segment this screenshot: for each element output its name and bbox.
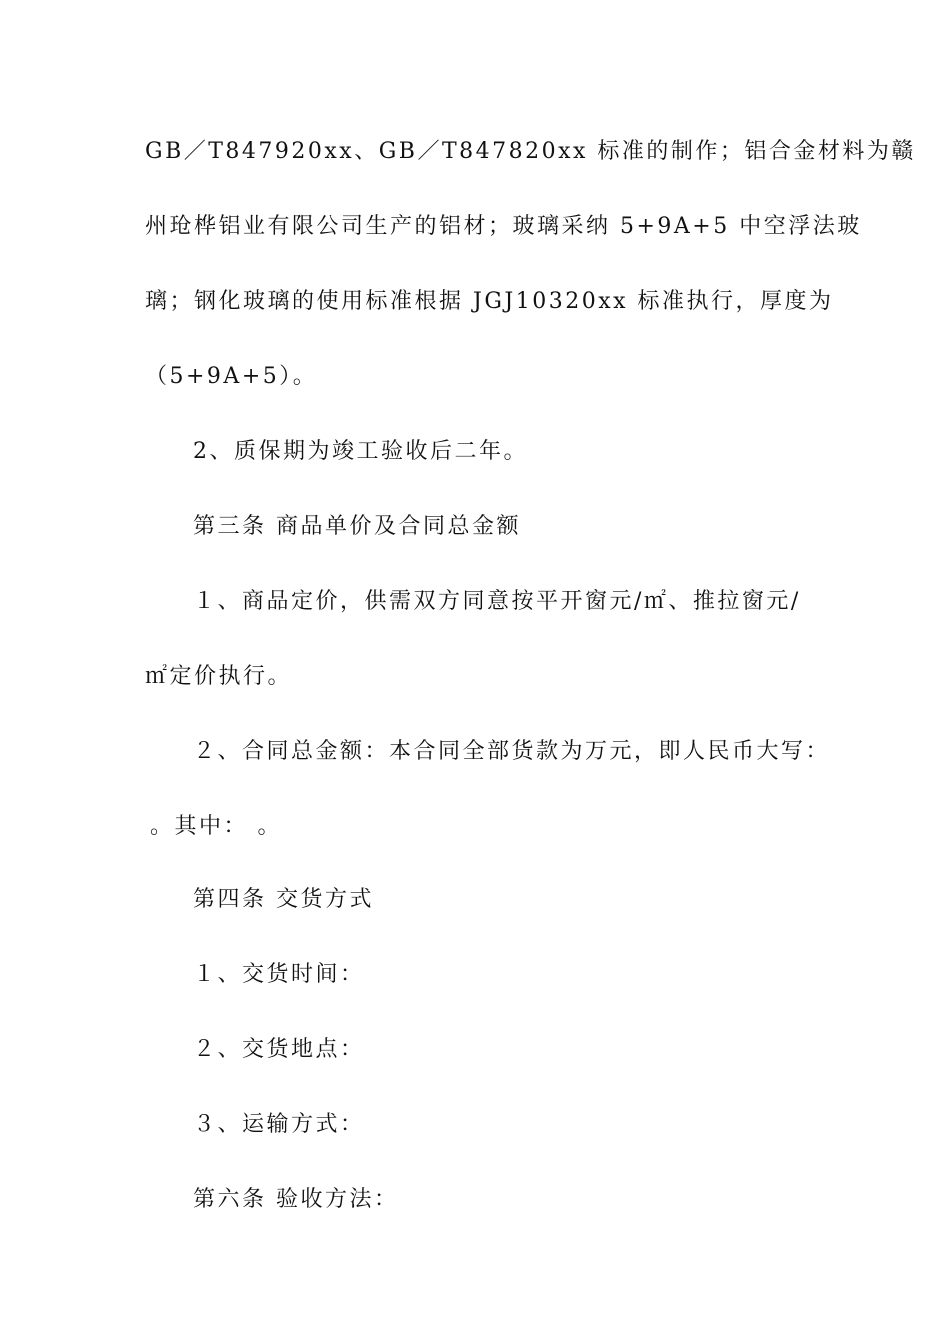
paragraph-line: ３、运输方式： bbox=[193, 1112, 365, 1137]
section-heading: 第四条 交货方式 bbox=[193, 887, 374, 912]
section-heading: 第三条 商品单价及合同总金额 bbox=[193, 514, 521, 539]
paragraph-line: （5+9A+5）。 bbox=[145, 364, 318, 389]
paragraph-line: ２、交货地点： bbox=[193, 1037, 365, 1062]
paragraph-line: １、交货时间： bbox=[193, 962, 365, 987]
paragraph-line: 璃；钢化玻璃的使用标准根据 JGJ10320xx 标准执行，厚度为 bbox=[145, 289, 834, 314]
paragraph-line: 州玱桦铝业有限公司生产的铝材；玻璃采纳 5+9A+5 中空浮法玻 bbox=[145, 214, 862, 239]
paragraph-line: ２、合同总金额：本合同全部货款为万元，即人民币大写： bbox=[193, 739, 831, 764]
paragraph-line: GB／T847920xx、GB／T847820xx 标准的制作；铝合金材料为赣 bbox=[145, 139, 916, 164]
paragraph-line: ㎡定价执行。 bbox=[145, 664, 293, 689]
paragraph-line: 。其中： 。 bbox=[150, 814, 282, 839]
paragraph-line: 2、质保期为竣工验收后二年。 bbox=[193, 439, 528, 464]
paragraph-line: １、商品定价，供需双方同意按平开窗元/㎡、推拉窗元/ bbox=[193, 589, 801, 614]
section-heading: 第六条 验收方法： bbox=[193, 1187, 399, 1212]
